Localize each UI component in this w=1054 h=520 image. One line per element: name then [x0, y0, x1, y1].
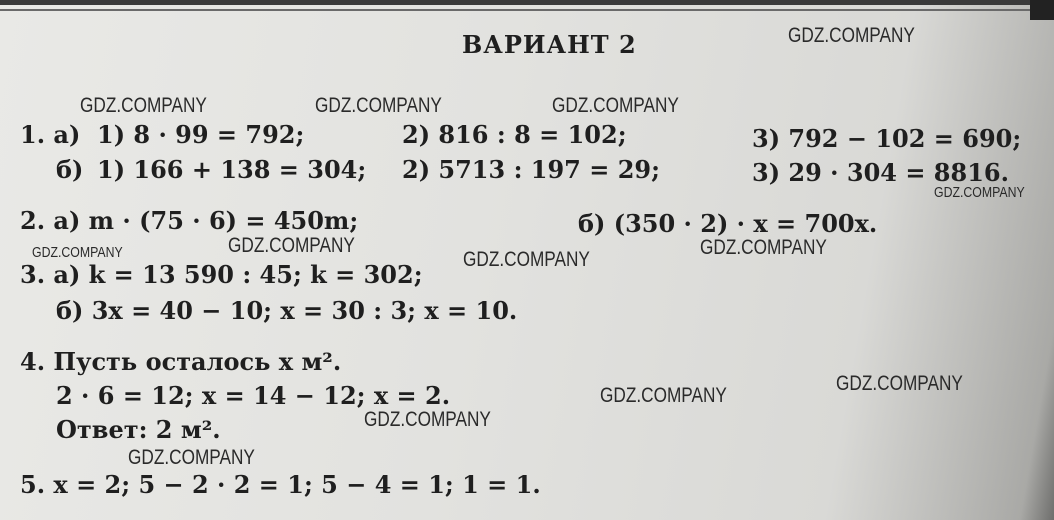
watermark: GDZ.COMPANY [788, 24, 915, 47]
task1-b-step3: 3) 29 · 304 = 8816. [752, 158, 1009, 187]
watermark: GDZ.COMPANY [600, 384, 727, 407]
page-edge-shadow [1030, 0, 1054, 20]
watermark: GDZ.COMPANY [364, 408, 491, 431]
task1-b-step2: 2) 5713 : 197 = 29; [402, 155, 660, 184]
task1-a-step2: 2) 816 : 8 = 102; [402, 120, 627, 149]
page-title: ВАРИАНТ 2 [462, 30, 637, 59]
watermark: GDZ.COMPANY [934, 184, 1025, 201]
watermark: GDZ.COMPANY [128, 446, 255, 469]
task2-a: 2. а) m · (75 · 6) = 450m; [20, 206, 359, 235]
task4-answer: Ответ: 2 м². [56, 415, 221, 444]
watermark: GDZ.COMPANY [315, 94, 442, 117]
task1-b-step1: 1) 166 + 138 = 304; [97, 155, 367, 184]
task4-condition: 4. Пусть осталось x м². [20, 347, 342, 376]
watermark: GDZ.COMPANY [552, 94, 679, 117]
watermark: GDZ.COMPANY [836, 372, 963, 395]
watermark: GDZ.COMPANY [80, 94, 207, 117]
watermark: GDZ.COMPANY [228, 234, 355, 257]
watermark: GDZ.COMPANY [463, 248, 590, 271]
watermark: GDZ.COMPANY [700, 236, 827, 259]
task3-a: 3. а) k = 13 590 : 45; k = 302; [20, 260, 423, 289]
task3-b: б) 3x = 40 − 10; x = 30 : 3; x = 10. [56, 296, 518, 325]
top-border [0, 0, 1054, 5]
task1-b-number: б) [56, 155, 84, 184]
task1-a-number: 1. а) [20, 120, 81, 149]
top-border-thin [0, 9, 1054, 11]
task4-solution: 2 · 6 = 12; x = 14 − 12; x = 2. [56, 381, 451, 410]
task2-b: б) (350 · 2) · x = 700x. [578, 209, 878, 238]
watermark: GDZ.COMPANY [32, 244, 123, 261]
task1-a-step3: 3) 792 − 102 = 690; [752, 124, 1022, 153]
task5: 5. x = 2; 5 − 2 · 2 = 1; 5 − 4 = 1; 1 = 1. [20, 470, 541, 499]
task1-a-step1: 1) 8 · 99 = 792; [97, 120, 305, 149]
